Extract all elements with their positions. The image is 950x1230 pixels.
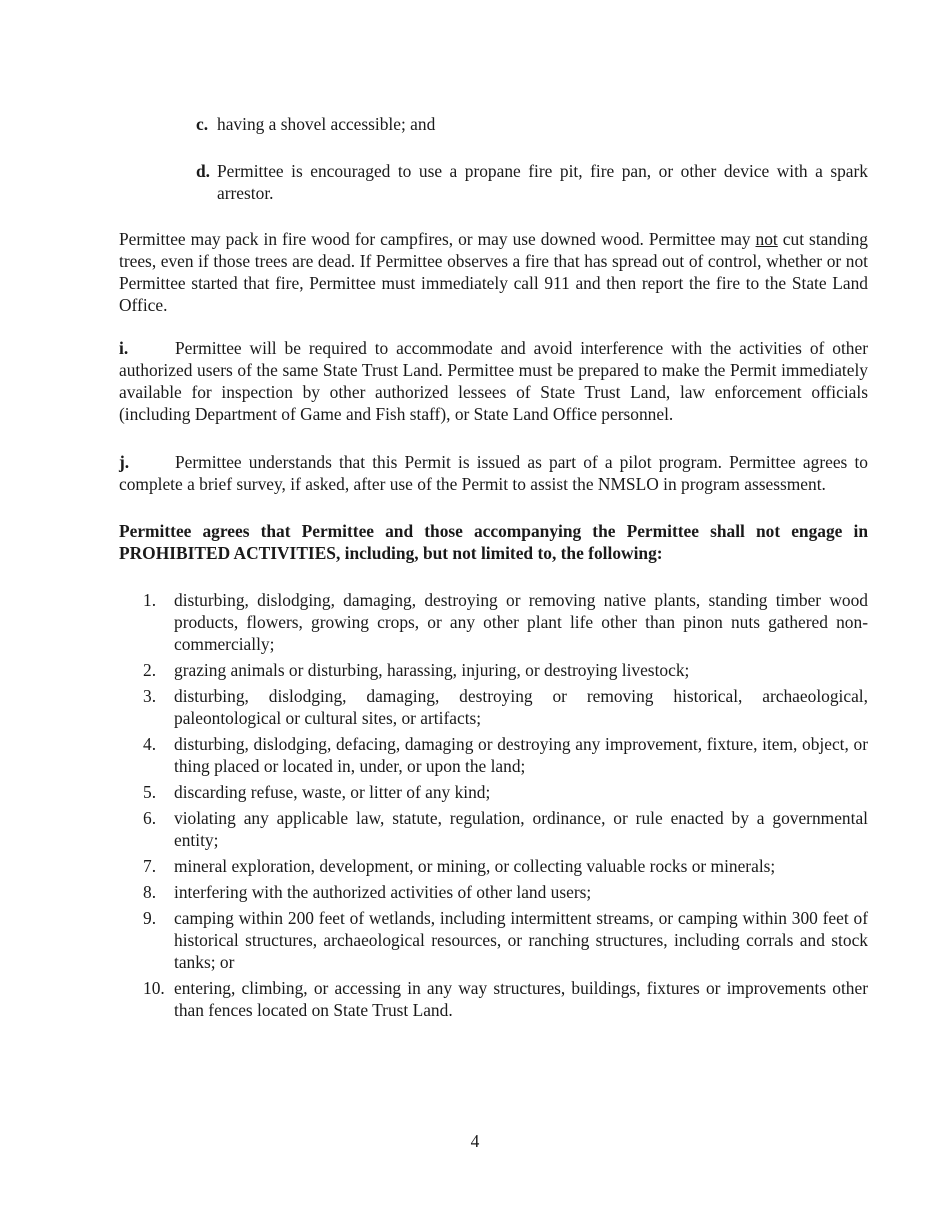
list-text: violating any applicable law, statute, regulation, ordinance, or rule enacted by a governmental entity; (174, 808, 868, 850)
list-item (119, 977, 868, 1021)
list-item (119, 855, 868, 877)
firewood-paragraph (119, 228, 868, 316)
sub-item-letter: c. (196, 114, 209, 134)
list-text: disturbing, dislodging, damaging, destroying or removing historical, archaeological, paleontological or cultural sites, or artifacts; (174, 686, 868, 728)
list-item (119, 659, 868, 681)
list-number: 4. (143, 734, 157, 754)
section-i-label: i. (119, 338, 129, 358)
list-number: 8. (143, 882, 157, 902)
sub-item-text: having a shovel accessible; and (217, 114, 436, 134)
section-j-text: Permittee understands that this Permit is issued as part of a pilot program. Permittee agrees to complete a brief survey, if asked, after use of the Permit to assist the NMSLO in program assessment. (119, 452, 868, 494)
section-j-label: j. (119, 452, 130, 472)
sub-item-letter: d. (196, 161, 211, 181)
list-text: entering, climbing, or accessing in any way structures, buildings, fixtures or improvements other than fences located on State Trust Land. (174, 978, 868, 1020)
list-number: 6. (143, 808, 157, 828)
list-number: 10. (143, 978, 165, 998)
page-number: 4 (470, 1131, 480, 1151)
list-item (119, 733, 868, 777)
list-text: interfering with the authorized activities of other land users; (174, 882, 592, 902)
list-number: 5. (143, 782, 157, 802)
sub-item-text: Permittee is encouraged to use a propane fire pit, fire pan, or other device with a spark arrestor. (217, 161, 868, 203)
sub-item-c (196, 113, 868, 135)
list-number: 3. (143, 686, 157, 706)
firewood-text-start: Permittee may pack in fire wood for campfires, or may use downed wood. Permittee may (119, 229, 756, 249)
firewood-text-end: cut standing trees, even if those trees are dead. If Permittee observes a fire that has spread out of control, whether or not Permittee started that fire, Permittee must immediately call 911 and then report the fire to the State Land Office. (119, 229, 868, 315)
section-i-text: Permittee will be required to accommodate and avoid interference with the activities of other authorized users of the same State Trust Land. Permittee must be prepared to make the Permit immediately available for inspection by other authorized lessees of State Trust Land, law enforcement officials (including Department of Game and Fish staff), or State Land Office personnel. (119, 338, 868, 424)
list-item (119, 781, 868, 803)
list-item (119, 589, 868, 655)
list-text: camping within 200 feet of wetlands, including intermittent streams, or camping within 300 feet of historical structures, archaeological resources, or ranching structures, including corrals and stock tanks; or (174, 908, 868, 972)
prohibited-heading: Permittee agrees that Permittee and those accompanying the Permittee shall not engage in PROHIBITED ACTIVITIES, including, but not limited to, the following: (119, 521, 868, 563)
list-item (119, 807, 868, 851)
list-number: 7. (143, 856, 157, 876)
list-text: mineral exploration, development, or mining, or collecting valuable rocks or minerals; (174, 856, 776, 876)
underlined-not: not (755, 229, 778, 249)
list-item (119, 685, 868, 729)
prohibited-activities-list (119, 589, 868, 1025)
list-text: disturbing, dislodging, damaging, destroying or removing native plants, standing timber wood products, flowers, growing crops, or any other plant life other than pinon nuts gathered non-commercially; (174, 590, 868, 654)
list-number: 1. (143, 590, 157, 610)
list-item (119, 907, 868, 973)
sub-item-d (196, 160, 868, 204)
list-number: 9. (143, 908, 157, 928)
list-text: discarding refuse, waste, or litter of any kind; (174, 782, 491, 802)
list-number: 2. (143, 660, 157, 680)
section-i (119, 337, 868, 425)
list-text: grazing animals or disturbing, harassing, injuring, or destroying livestock; (174, 660, 690, 680)
list-text: disturbing, dislodging, defacing, damaging or destroying any improvement, fixture, item, object, or thing placed or located in, under, or upon the land; (174, 734, 868, 776)
list-item (119, 881, 868, 903)
section-j (119, 451, 868, 495)
